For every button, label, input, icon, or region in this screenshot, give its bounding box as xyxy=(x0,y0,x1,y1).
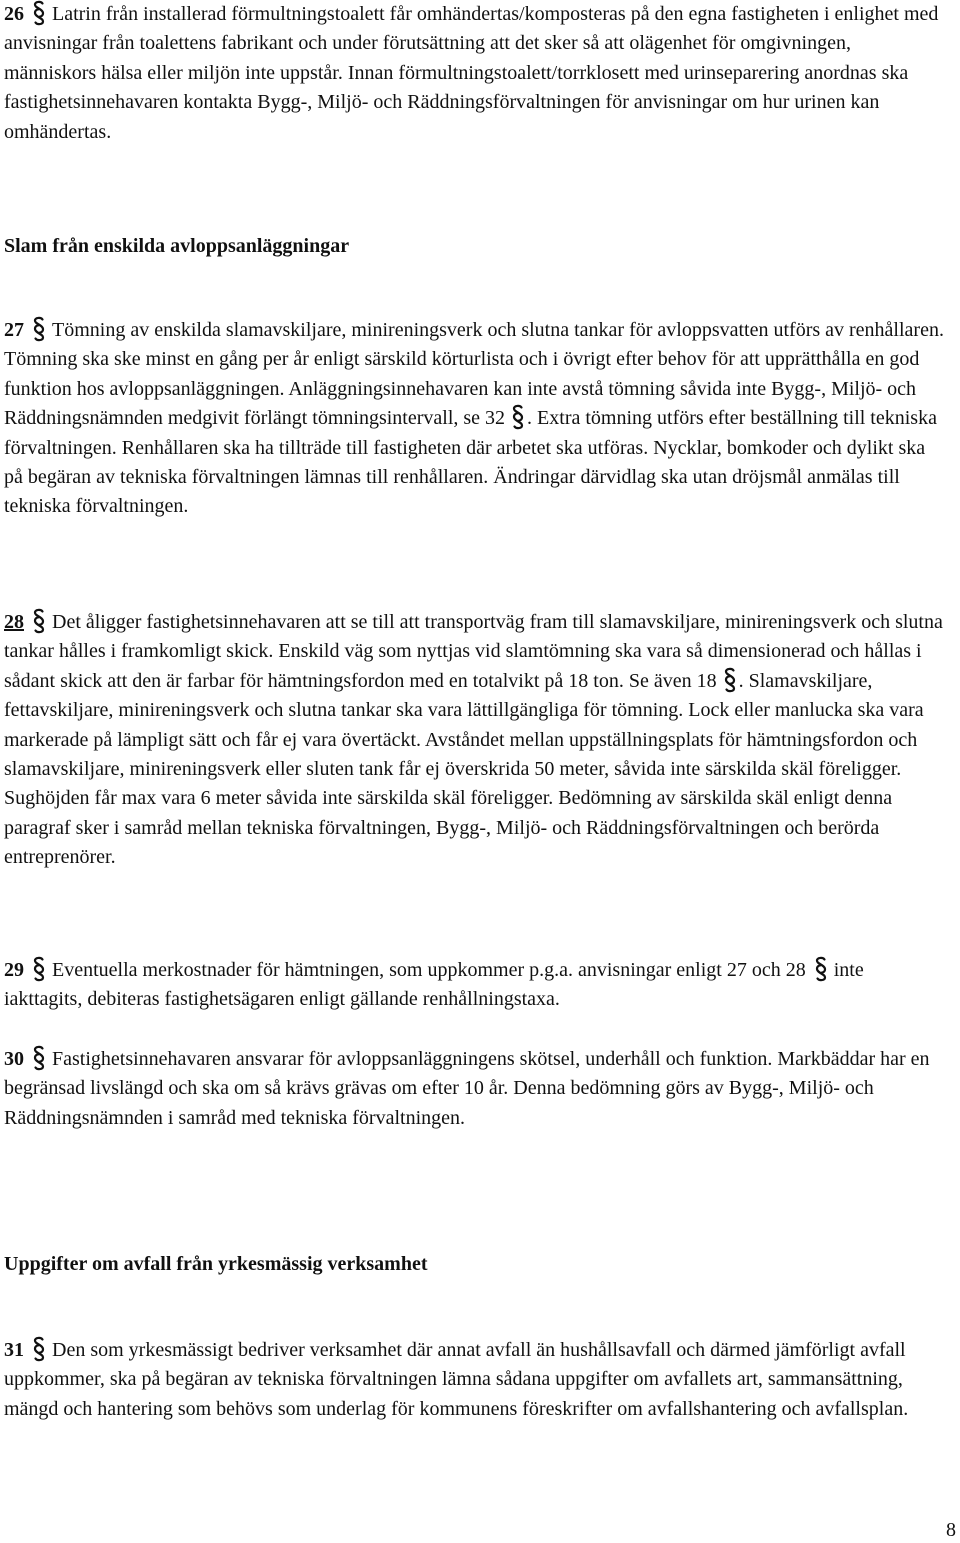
section-sign-icon xyxy=(721,667,739,693)
paragraph-number: 27 xyxy=(4,319,24,341)
paragraph-28 xyxy=(4,608,944,873)
paragraph-26 xyxy=(4,0,944,147)
paragraph-text-continued: . Extra tömning utförs efter beställning till tekniska förvaltningen. Renhållaren ska ha tillträde till fastigheten där arbetet ska utföras. Nycklar, bomkoder och dylikt ska på begäran av tekniska förvaltningen lämnas till renhållaren. Ändringar därvidlag ska utan dröjsmål anmälas till tekniska förvaltningen. xyxy=(4,407,937,518)
paragraph-text: Det åligger fastighetsinnehavaren att se till att transportväg fram till slamavskiljare, minireningsverk och slutna tankar hålles i framkomligt skick. Enskild väg som nyttjas vid slamtömning ska vara så dimensionerad och hållas i sådant skick att den är farbar för hämtningsfordon med en totalvikt på 18 ton. Se även 18 xyxy=(4,611,943,692)
paragraph-number: 31 xyxy=(4,1339,24,1361)
paragraph-text: Tömning av enskilda slamavskiljare, minireningsverk och slutna tankar för avloppsvatten utförs av renhållaren. Tömning ska ske minst en gång per år enligt särskild körturlista och i övrigt efter behov för att upprätthålla en god funktion hos avloppsanläggningen. Anläggningsinnehavaren kan inte avstå tömning såvida inte Bygg-, Miljö- och Räddningsnämnden medgivit förlängt tömningsintervall, se 32 xyxy=(4,319,944,430)
section-sign-icon xyxy=(30,956,48,982)
paragraph-30 xyxy=(4,1045,944,1133)
section-sign-icon xyxy=(30,0,48,26)
paragraph-number: 30 xyxy=(4,1048,24,1070)
section-heading-yrkesmassig: Uppgifter om avfall från yrkesmässig verksamhet xyxy=(4,1253,428,1275)
paragraph-number: 28 xyxy=(4,611,24,633)
paragraph-31 xyxy=(4,1336,944,1424)
paragraph-number: 26 xyxy=(4,3,24,25)
section-sign-icon xyxy=(30,316,48,342)
section-heading-slam: Slam från enskilda avloppsanläggningar xyxy=(4,235,350,257)
paragraph-text: Eventuella merkostnader för hämtningen, som uppkommer p.g.a. anvisningar enligt 27 och 28 xyxy=(52,959,806,981)
page-number: 8 xyxy=(946,1519,956,1541)
paragraph-text: Den som yrkesmässigt bedriver verksamhet där annat avfall än hushållsavfall och därmed jämförligt avfall uppkommer, ska på begäran av tekniska förvaltningen lämna sådana uppgifter om avfallets art, sammansättning, mängd och hantering som behövs som underlag för kommunens föreskrifter om avfallshantering och avfallsplan. xyxy=(4,1339,909,1420)
section-sign-icon xyxy=(30,1045,48,1071)
paragraph-text: Fastighetsinnehavaren ansvarar för avloppsanläggningens skötsel, underhåll och funktion. Markbäddar har en begränsad livslängd och ska om så krävs grävas om efter 10 år. Denna bedömning görs av Bygg-, Miljö- och Räddningsnämnden i samråd med tekniska förvaltningen. xyxy=(4,1048,930,1129)
paragraph-text-continued: inte iakttagits, debiteras fastighetsägaren enligt gällande renhållningstaxa. xyxy=(4,959,864,1011)
section-sign-icon xyxy=(812,956,830,982)
section-sign-icon xyxy=(30,608,48,634)
section-sign-icon xyxy=(509,404,527,430)
paragraph-29 xyxy=(4,956,944,1015)
section-sign-icon xyxy=(30,1336,48,1362)
paragraph-27 xyxy=(4,316,944,522)
paragraph-text-continued: . Slamavskiljare, fettavskiljare, minireningsverk och slutna tankar ska vara lättillgängliga för tömning. Lock eller manlucka ska vara markerade på lämpligt sätt och får ej vara övertäckt. Avståndet mellan uppställningsplats för hämtningsfordon och slamavskiljare, minireningsverk eller sluten tank får ej överskrida 50 meter, såvida inte särskilda skäl föreligger. Sughöjden får max vara 6 meter såvida inte särskilda skäl föreligger. Bedömning av särskilda skäl enligt denna paragraf sker i samråd mellan tekniska förvaltningen, Bygg-, Miljö- och Räddningsförvaltningen och berörda entreprenörer. xyxy=(4,669,924,869)
paragraph-number: 29 xyxy=(4,959,24,981)
paragraph-text: Latrin från installerad förmultningstoalett får omhändertas/komposteras på den egna fastigheten i enlighet med anvisningar från toalettens fabrikant och under förutsättning att det sker så att olägenhet för omgivningen, människors hälsa eller miljön inte uppstår. Innan förmultningstoalett/torrklosett med urinseparering anordnas ska fastighetsinnehavaren kontakta Bygg-, Miljö- och Räddningsförvaltningen för anvisningar om hur urinen kan omhändertas. xyxy=(4,3,939,143)
